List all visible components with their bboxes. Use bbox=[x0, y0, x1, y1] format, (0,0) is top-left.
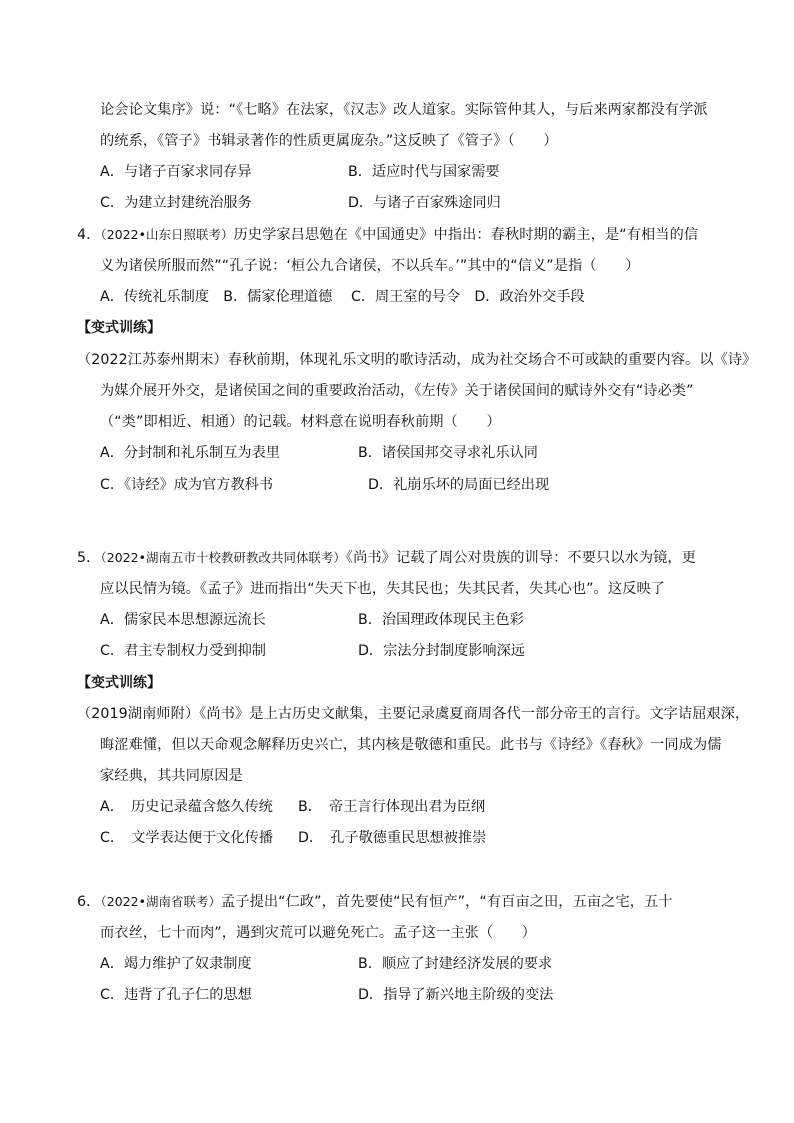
q4-options: A．传统礼乐制度 B．儒家伦理道德 C．周王室的号令 D．政治外交手段 bbox=[100, 289, 585, 305]
q6-option-d: D．指导了新兴地主阶级的变法 bbox=[358, 987, 554, 1003]
variant2-option-d: D． 孔子敬德重民思想被推崇 bbox=[298, 830, 487, 846]
q5-stem-line-2: 应以民情为镜。《孟子》进而指出“失天下也，失其民也；失其民者，失其心也”。这反映了 bbox=[100, 581, 666, 597]
q6-source: （2022•湖南省联考） bbox=[100, 894, 221, 909]
q5-stem-line-1 bbox=[77, 548, 696, 568]
q6-stem-line-1 bbox=[77, 892, 673, 912]
q3-option-d: D．与诸子百家殊途同归 bbox=[348, 195, 501, 211]
q5-source: （2022•湖南五市十校教研教改共同体联考） bbox=[100, 550, 346, 565]
variant1-stem-line-1: （2022江苏泰州期末）春秋前期，体现礼乐文明的歌诗活动，成为社交场合不可或缺的重要内容。以《诗》 bbox=[77, 352, 757, 368]
q5-option-c: C．君主专制权力受到抑制 bbox=[100, 643, 266, 659]
q5-stem-text: 《尚书》记载了周公对贵族的训导：不要只以水为镜，更 bbox=[345, 550, 696, 566]
variant1-option-d: D．礼崩乐坏的局面已经出现 bbox=[368, 477, 550, 493]
variant2-stem-line-1: （2019湖南师附）《尚书》是上古历史文献集，主要记录虞夏商周各代一部分帝王的言行。文字诘屈艰深， bbox=[77, 706, 750, 722]
variant2-option-a: A． 历史记录蕴含悠久传统 bbox=[100, 799, 273, 815]
variant2-option-c: C． 文学表达便于文化传播 bbox=[100, 830, 274, 846]
variant2-stem-line-2: 晦涩难懂，但以天命观念解释历史兴亡，其内核是敬德和重民。此书与《诗经》《春秋》一同成为儒 bbox=[100, 737, 722, 753]
q6-stem-text: 孟子提出“仁政”，首先要使“民有恒产”，“有百亩之田，五亩之宅，五十 bbox=[221, 894, 673, 910]
variant1-option-b: B．诸侯国邦交寻求礼乐认同 bbox=[358, 445, 538, 461]
q4-stem-line-1 bbox=[77, 225, 698, 245]
variant-training-tag-1: 【变式训练】 bbox=[77, 320, 161, 336]
q3-option-c: C．为建立封建统治服务 bbox=[100, 195, 252, 211]
q6-option-b: B．顺应了封建经济发展的要求 bbox=[358, 956, 553, 972]
q6-option-a: A．竭力维护了奴隶制度 bbox=[100, 956, 252, 972]
q6-number: 6． bbox=[77, 894, 101, 910]
q5-number: 5． bbox=[77, 550, 101, 566]
variant1-option-c: C．《诗经》成为官方教科书 bbox=[100, 477, 274, 493]
q5-option-b: B．治国理政体现民主色彩 bbox=[358, 612, 524, 628]
q4-stem-text: 历史学家吕思勉在《中国通史》中指出：春秋时期的霸主，是“有相当的信 bbox=[233, 227, 699, 243]
variant1-option-a: A．分封制和礼乐制互为表里 bbox=[100, 445, 280, 461]
q3-option-b: B．适应时代与国家需要 bbox=[348, 164, 500, 180]
q5-option-d: D．宗法分封制度影响深远 bbox=[358, 643, 525, 659]
q6-option-c: C．违背了孔子仁的思想 bbox=[100, 987, 252, 1003]
variant2-option-b: B． 帝王言行体现出君为臣纲 bbox=[298, 799, 486, 815]
q5-option-a: A．儒家民本思想源远流长 bbox=[100, 612, 266, 628]
q4-number: 4． bbox=[77, 227, 101, 243]
q3-stem-line-2: 的统系，《管子》书辑录著作的性质更属庞杂。”这反映了《管子》（ ） bbox=[100, 133, 558, 149]
q3-option-a: A．与诸子百家求同存异 bbox=[100, 164, 252, 180]
variant1-stem-line-2: 为媒介展开外交，是诸侯国之间的重要政治活动，《左传》关于诸侯国间的赋诗外交有“诗必类” bbox=[100, 383, 694, 399]
q3-stem-line-1: 论会论文集序》说：“《七略》在法家，《汉志》改人道家。实际管仲其人，与后来两家都没有学派 bbox=[100, 102, 708, 118]
variant-training-tag-2: 【变式训练】 bbox=[77, 675, 161, 691]
variant1-stem-line-3: （“类”即相近、相通）的记载。材料意在说明春秋前期（ ） bbox=[100, 414, 501, 430]
q4-source: （2022•山东日照联考） bbox=[100, 227, 234, 242]
q6-stem-line-2: 而衣丝，七十而肉”，遇到灾荒可以避免死亡。孟子这一主张（ ） bbox=[100, 925, 537, 941]
q4-stem-line-2: 义为诸侯所服而然”“孔子说：‘桓公九合诸侯，不以兵车。’”其中的“信义”是指（ ） bbox=[100, 258, 640, 274]
variant2-stem-line-3: 家经典，其共同原因是 bbox=[100, 768, 243, 784]
